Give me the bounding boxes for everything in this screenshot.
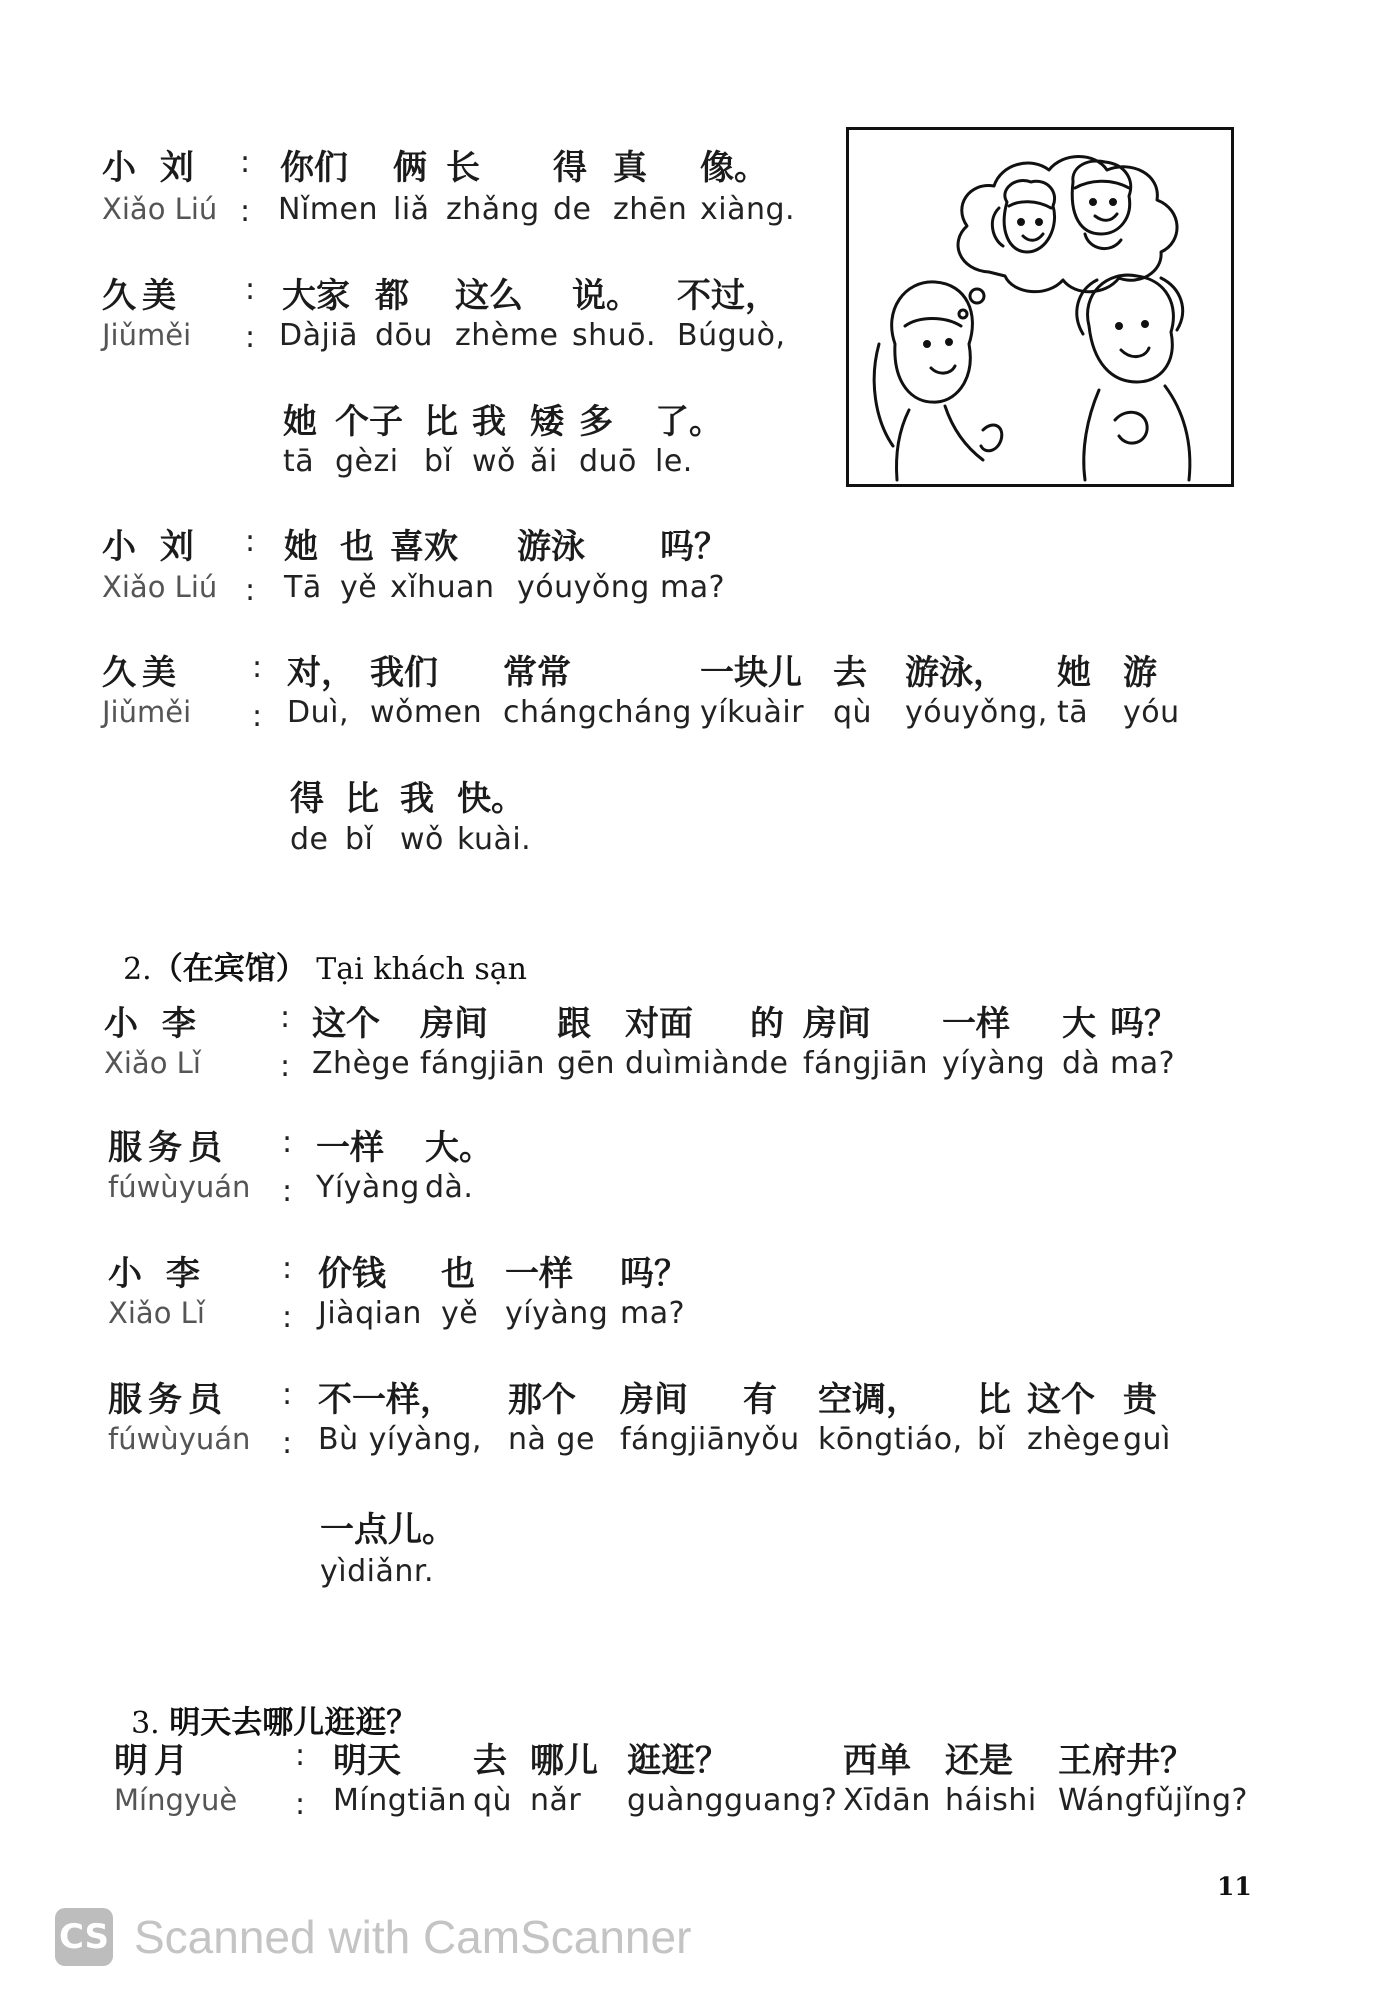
word-cn: 跟: [557, 1004, 591, 1044]
word-cn: 比: [977, 1380, 1011, 1420]
word-cn: 你们: [280, 148, 348, 188]
word-pinyin: duìmiàn: [625, 1046, 750, 1081]
word-cn: 一点儿。: [320, 1510, 456, 1550]
word-pinyin: dōu: [375, 318, 433, 353]
word-cn: 比: [345, 779, 379, 819]
illustration-two-girls: [846, 127, 1234, 487]
word-cn: 也: [340, 527, 374, 567]
word-pinyin: guàngguang?: [627, 1783, 838, 1818]
colon: :: [245, 272, 256, 307]
word-pinyin: zhēn: [613, 192, 688, 227]
word-pinyin: fángjiān: [420, 1046, 546, 1081]
colon: :: [240, 145, 251, 180]
word-pinyin: tā: [1057, 695, 1089, 730]
section-number: 3.: [131, 1706, 160, 1741]
word-cn: 西单: [843, 1741, 911, 1781]
word-cn: 吗？: [620, 1254, 688, 1294]
speaker-cn: 服务员: [108, 1380, 228, 1420]
word-cn: 吗？: [660, 527, 728, 567]
speaker-cn: 服务员: [108, 1128, 228, 1168]
colon: :: [295, 1738, 306, 1773]
section-heading: [112, 1662, 417, 1742]
speaker-pinyin: fúwùyuán: [108, 1170, 251, 1204]
speaker-pinyin: Xiǎo Lǐ: [108, 1296, 205, 1330]
word-pinyin: ǎi: [530, 444, 558, 479]
word-pinyin: Dàjiā: [279, 318, 359, 353]
word-pinyin: Bù yíyàng,: [318, 1422, 482, 1457]
word-pinyin: yě: [441, 1296, 479, 1331]
word-pinyin: gēn: [557, 1046, 616, 1081]
word-pinyin: yíyàng: [942, 1046, 1046, 1081]
word-cn: 长: [446, 148, 480, 188]
word-cn: 也: [441, 1254, 475, 1294]
word-cn: 这个: [1027, 1380, 1095, 1420]
word-pinyin: wǒ: [400, 822, 444, 857]
section-title-cn: 明天去哪儿逛逛？: [169, 1705, 418, 1741]
word-pinyin: liǎ: [393, 192, 430, 227]
speaker-pinyin: Jiǔměi: [102, 695, 192, 729]
word-pinyin: duō: [579, 444, 637, 479]
camscanner-logo: CS: [55, 1908, 113, 1966]
colon: :: [245, 320, 256, 355]
word-pinyin: le.: [655, 444, 693, 479]
word-pinyin: wǒ: [472, 444, 516, 479]
word-pinyin: Duì,: [287, 695, 349, 730]
word-cn: 不过，: [677, 276, 779, 316]
colon: :: [282, 1174, 293, 1209]
speaker-cn: 小 李: [108, 1254, 206, 1294]
word-pinyin: ma?: [620, 1296, 686, 1331]
word-pinyin: Míngtiān: [333, 1783, 467, 1818]
colon: :: [282, 1251, 293, 1286]
word-pinyin: yíyàng: [505, 1296, 609, 1331]
word-cn: 空调，: [818, 1380, 920, 1420]
word-cn: 她: [1057, 653, 1091, 693]
word-cn: 贵: [1123, 1380, 1157, 1420]
word-cn: 这么: [455, 276, 523, 316]
word-cn: 有: [743, 1380, 777, 1420]
word-pinyin: fángjiān: [803, 1046, 929, 1081]
word-pinyin: yóuyǒng,: [905, 695, 1048, 730]
word-pinyin: zhège: [1027, 1422, 1121, 1457]
word-cn: 对面: [625, 1004, 693, 1044]
word-cn: 对，: [287, 653, 355, 693]
word-cn: 喜欢: [390, 527, 458, 567]
word-pinyin: Wángfǔjǐng?: [1058, 1783, 1248, 1818]
word-pinyin: wǒmen: [370, 695, 483, 730]
word-cn: 比: [424, 402, 458, 442]
word-pinyin: de: [750, 1046, 789, 1081]
word-pinyin: zhǎng: [446, 192, 540, 227]
word-cn: 得: [290, 779, 324, 819]
word-cn: 房间: [420, 1004, 488, 1044]
word-cn: 游泳: [517, 527, 585, 567]
word-pinyin: kuài.: [457, 822, 532, 857]
word-pinyin: Nǐmen: [278, 192, 378, 227]
section-title-vi: Tại khách sạn: [316, 952, 527, 987]
word-pinyin: dà.: [425, 1170, 474, 1205]
word-cn: 一块儿: [700, 653, 802, 693]
speaker-pinyin: Xiǎo Lǐ: [104, 1046, 201, 1080]
word-pinyin: Xīdān: [843, 1783, 931, 1818]
word-cn: 一样: [942, 1004, 1010, 1044]
word-pinyin: yìdiǎnr.: [320, 1554, 434, 1589]
word-pinyin: de: [553, 192, 592, 227]
speaker-pinyin: Xiǎo Liú: [102, 570, 218, 604]
word-cn: 逛逛？: [627, 1741, 729, 1781]
word-cn: 了。: [655, 402, 723, 442]
word-pinyin: chángcháng: [503, 695, 692, 730]
colon: :: [295, 1787, 306, 1822]
word-pinyin: guì: [1123, 1422, 1171, 1457]
page-number: 11: [1217, 1872, 1252, 1901]
word-cn: 那个: [508, 1380, 576, 1420]
word-pinyin: bǐ: [424, 444, 453, 479]
word-cn: 的: [750, 1004, 784, 1044]
word-pinyin: nà ge: [508, 1422, 595, 1457]
speaker-cn: 小 刘: [102, 527, 200, 567]
word-cn: 大: [1062, 1004, 1096, 1044]
word-pinyin: bǐ: [345, 822, 374, 857]
word-cn: 都: [375, 276, 409, 316]
word-pinyin: Jiàqian: [318, 1296, 422, 1331]
word-cn: 像。: [700, 148, 768, 188]
word-cn: 我: [472, 402, 506, 442]
colon: :: [245, 573, 256, 608]
word-pinyin: nǎr: [530, 1783, 582, 1818]
word-cn: 去: [833, 653, 867, 693]
word-cn: 我们: [370, 653, 438, 693]
colon: :: [282, 1125, 293, 1160]
word-cn: 快。: [457, 779, 525, 819]
word-pinyin: Yíyàng: [316, 1170, 420, 1205]
word-cn: 王府井？: [1058, 1741, 1194, 1781]
word-pinyin: yóu: [1123, 695, 1180, 730]
word-pinyin: ma?: [660, 570, 726, 605]
word-pinyin: háishi: [945, 1783, 1037, 1818]
word-pinyin: qù: [833, 695, 873, 730]
section-title-cn: （在宾馆）: [151, 951, 307, 987]
word-pinyin: dà: [1062, 1046, 1101, 1081]
word-pinyin: Tā: [284, 570, 322, 605]
word-cn: 她: [284, 527, 318, 567]
speaker-cn: 久美: [102, 276, 182, 316]
word-pinyin: ma?: [1110, 1046, 1176, 1081]
word-cn: 不一样，: [318, 1380, 454, 1420]
speaker-cn: 明月: [114, 1741, 194, 1781]
word-pinyin: xǐhuan: [390, 570, 495, 605]
illustration-drawing: [849, 130, 1231, 484]
word-pinyin: yóuyǒng: [517, 570, 650, 605]
word-cn: 去: [473, 1741, 507, 1781]
colon: :: [245, 524, 256, 559]
word-cn: 游泳，: [905, 653, 1007, 693]
word-cn: 个子: [335, 402, 403, 442]
word-cn: 游: [1123, 653, 1157, 693]
word-cn: 吗？: [1110, 1004, 1178, 1044]
word-cn: 一样: [505, 1254, 573, 1294]
word-cn: 大家: [282, 276, 350, 316]
word-cn: 真: [613, 148, 647, 188]
word-cn: 说。: [572, 276, 640, 316]
word-pinyin: gèzi: [335, 444, 399, 479]
word-cn: 房间: [620, 1380, 688, 1420]
word-pinyin: Zhège: [312, 1046, 411, 1081]
word-cn: 大。: [425, 1128, 493, 1168]
speaker-pinyin: fúwùyuán: [108, 1422, 251, 1456]
colon: :: [280, 1000, 291, 1035]
word-pinyin: shuō.: [572, 318, 657, 353]
word-pinyin: zhème: [455, 318, 559, 353]
word-cn: 这个: [312, 1004, 380, 1044]
word-pinyin: de: [290, 822, 329, 857]
word-pinyin: tā: [283, 444, 315, 479]
camscanner-watermark: Scanned with CamScanner: [134, 1911, 692, 1963]
word-pinyin: kōngtiáo,: [818, 1422, 963, 1457]
speaker-cn: 小 刘: [102, 148, 200, 188]
speaker-pinyin: Míngyuè: [114, 1783, 238, 1817]
section-heading: [104, 908, 527, 988]
speaker-pinyin: Xiǎo Liú: [102, 192, 218, 226]
word-cn: 得: [553, 148, 587, 188]
word-pinyin: xiàng.: [700, 192, 796, 227]
word-pinyin: yě: [340, 570, 378, 605]
word-cn: 多: [579, 402, 613, 442]
colon: :: [252, 650, 263, 685]
colon: :: [280, 1049, 291, 1084]
word-pinyin: qù: [473, 1783, 513, 1818]
speaker-cn: 小 李: [104, 1004, 202, 1044]
word-pinyin: yǒu: [743, 1422, 800, 1457]
section-number: 2.: [123, 952, 152, 987]
word-cn: 俩: [393, 148, 427, 188]
word-cn: 她: [283, 402, 317, 442]
word-cn: 还是: [945, 1741, 1013, 1781]
word-cn: 我: [400, 779, 434, 819]
colon: :: [282, 1300, 293, 1335]
speaker-cn: 久美: [102, 653, 182, 693]
word-cn: 哪儿: [530, 1741, 598, 1781]
word-cn: 房间: [803, 1004, 871, 1044]
speaker-pinyin: Jiǔměi: [102, 318, 192, 352]
colon: :: [252, 699, 263, 734]
word-pinyin: yíkuàir: [700, 695, 805, 730]
word-cn: 常常: [503, 653, 571, 693]
colon: :: [240, 194, 251, 229]
colon: :: [282, 1426, 293, 1461]
word-cn: 一样: [316, 1128, 384, 1168]
word-cn: 价钱: [318, 1254, 386, 1294]
word-cn: 明天: [333, 1741, 401, 1781]
word-pinyin: fángjiān: [620, 1422, 746, 1457]
word-pinyin: bǐ: [977, 1422, 1006, 1457]
word-pinyin: Búguò,: [677, 318, 786, 353]
colon: :: [282, 1377, 293, 1412]
word-cn: 矮: [530, 402, 564, 442]
